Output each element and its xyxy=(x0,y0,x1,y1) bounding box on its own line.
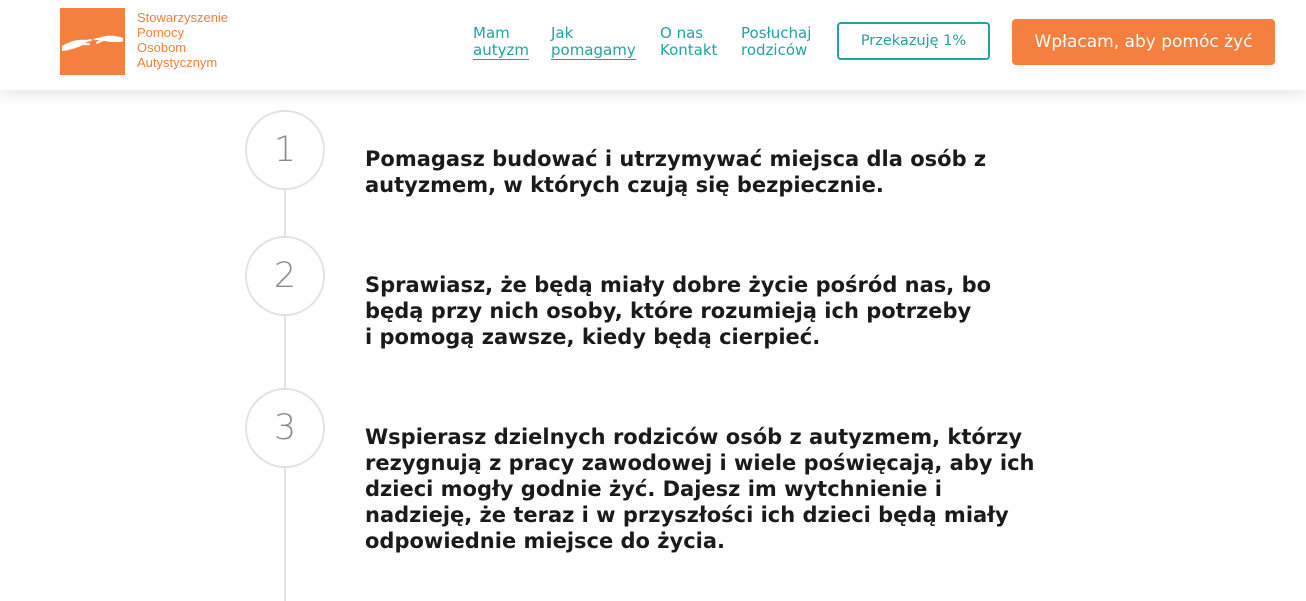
step-text-line: dzieci mogły godnie żyć. Dajesz im wytchnienie i xyxy=(365,477,942,501)
nav-label-line: pomagamy xyxy=(551,41,636,59)
nav-label-line: autyzm xyxy=(473,41,529,59)
step-text-line: odpowiednie miejsce do życia. xyxy=(365,529,725,553)
step-text-line: nadzieję, że teraz i w przyszłości ich dzieci będą miały xyxy=(365,503,1009,527)
nav-mam-autyzm[interactable] xyxy=(473,25,529,60)
step-number-3: 3 xyxy=(245,388,325,468)
two-hands-icon xyxy=(60,8,125,75)
step-text-line: Pomagasz budować i utrzymywać miejsca dla osób z xyxy=(365,147,987,171)
step-text-2 xyxy=(365,272,1055,350)
nav-label-line: O nas xyxy=(660,24,704,42)
donate-button[interactable]: Wpłacam, aby pomóc żyć xyxy=(1012,19,1275,65)
logo-text-line: Osobom xyxy=(137,40,187,55)
nav-label-line: Jak xyxy=(551,24,574,42)
step-text-line: rezygnują z pracy zawodowej i wiele poświęcają, aby ich xyxy=(365,451,1035,475)
nav-label-line: Kontakt xyxy=(660,41,718,59)
nav-o-nas-kontakt[interactable] xyxy=(660,25,717,59)
site-header xyxy=(0,0,1306,90)
step-text-3 xyxy=(365,424,1055,554)
step-number-2: 2 xyxy=(245,236,325,316)
step-number-1: 1 xyxy=(245,110,325,190)
nav-jak-pomagamy[interactable] xyxy=(551,25,636,60)
logo[interactable] xyxy=(60,8,125,75)
donate-1-percent-button[interactable]: Przekazuję 1% xyxy=(837,22,990,60)
step-text-1 xyxy=(365,146,1055,198)
nav-label-line: Posłuchaj xyxy=(741,24,812,42)
step-text-line: będą przy nich osoby, które rozumieją ich potrzeby xyxy=(365,299,972,323)
logo-text-line: Pomocy xyxy=(137,25,184,40)
step-text-line: Wspierasz dzielnych rodziców osób z autyzmem, którzy xyxy=(365,425,1023,449)
logo-text-line: Autystycznym xyxy=(137,55,218,70)
nav-posluchaj-rodzicow[interactable] xyxy=(741,25,811,59)
nav-label-line: Mam xyxy=(473,24,510,42)
step-text-line: i pomogą zawsze, kiedy będą cierpieć. xyxy=(365,325,821,349)
step-text-line: autyzmem, w których czują się bezpiecznie. xyxy=(365,173,884,197)
logo-text-line: Stowarzyszenie xyxy=(137,10,229,25)
logo-text[interactable] xyxy=(137,10,228,70)
nav-label-line: rodziców xyxy=(741,41,808,59)
step-text-line: Sprawiasz, że będą miały dobre życie pośród nas, bo xyxy=(365,273,992,297)
